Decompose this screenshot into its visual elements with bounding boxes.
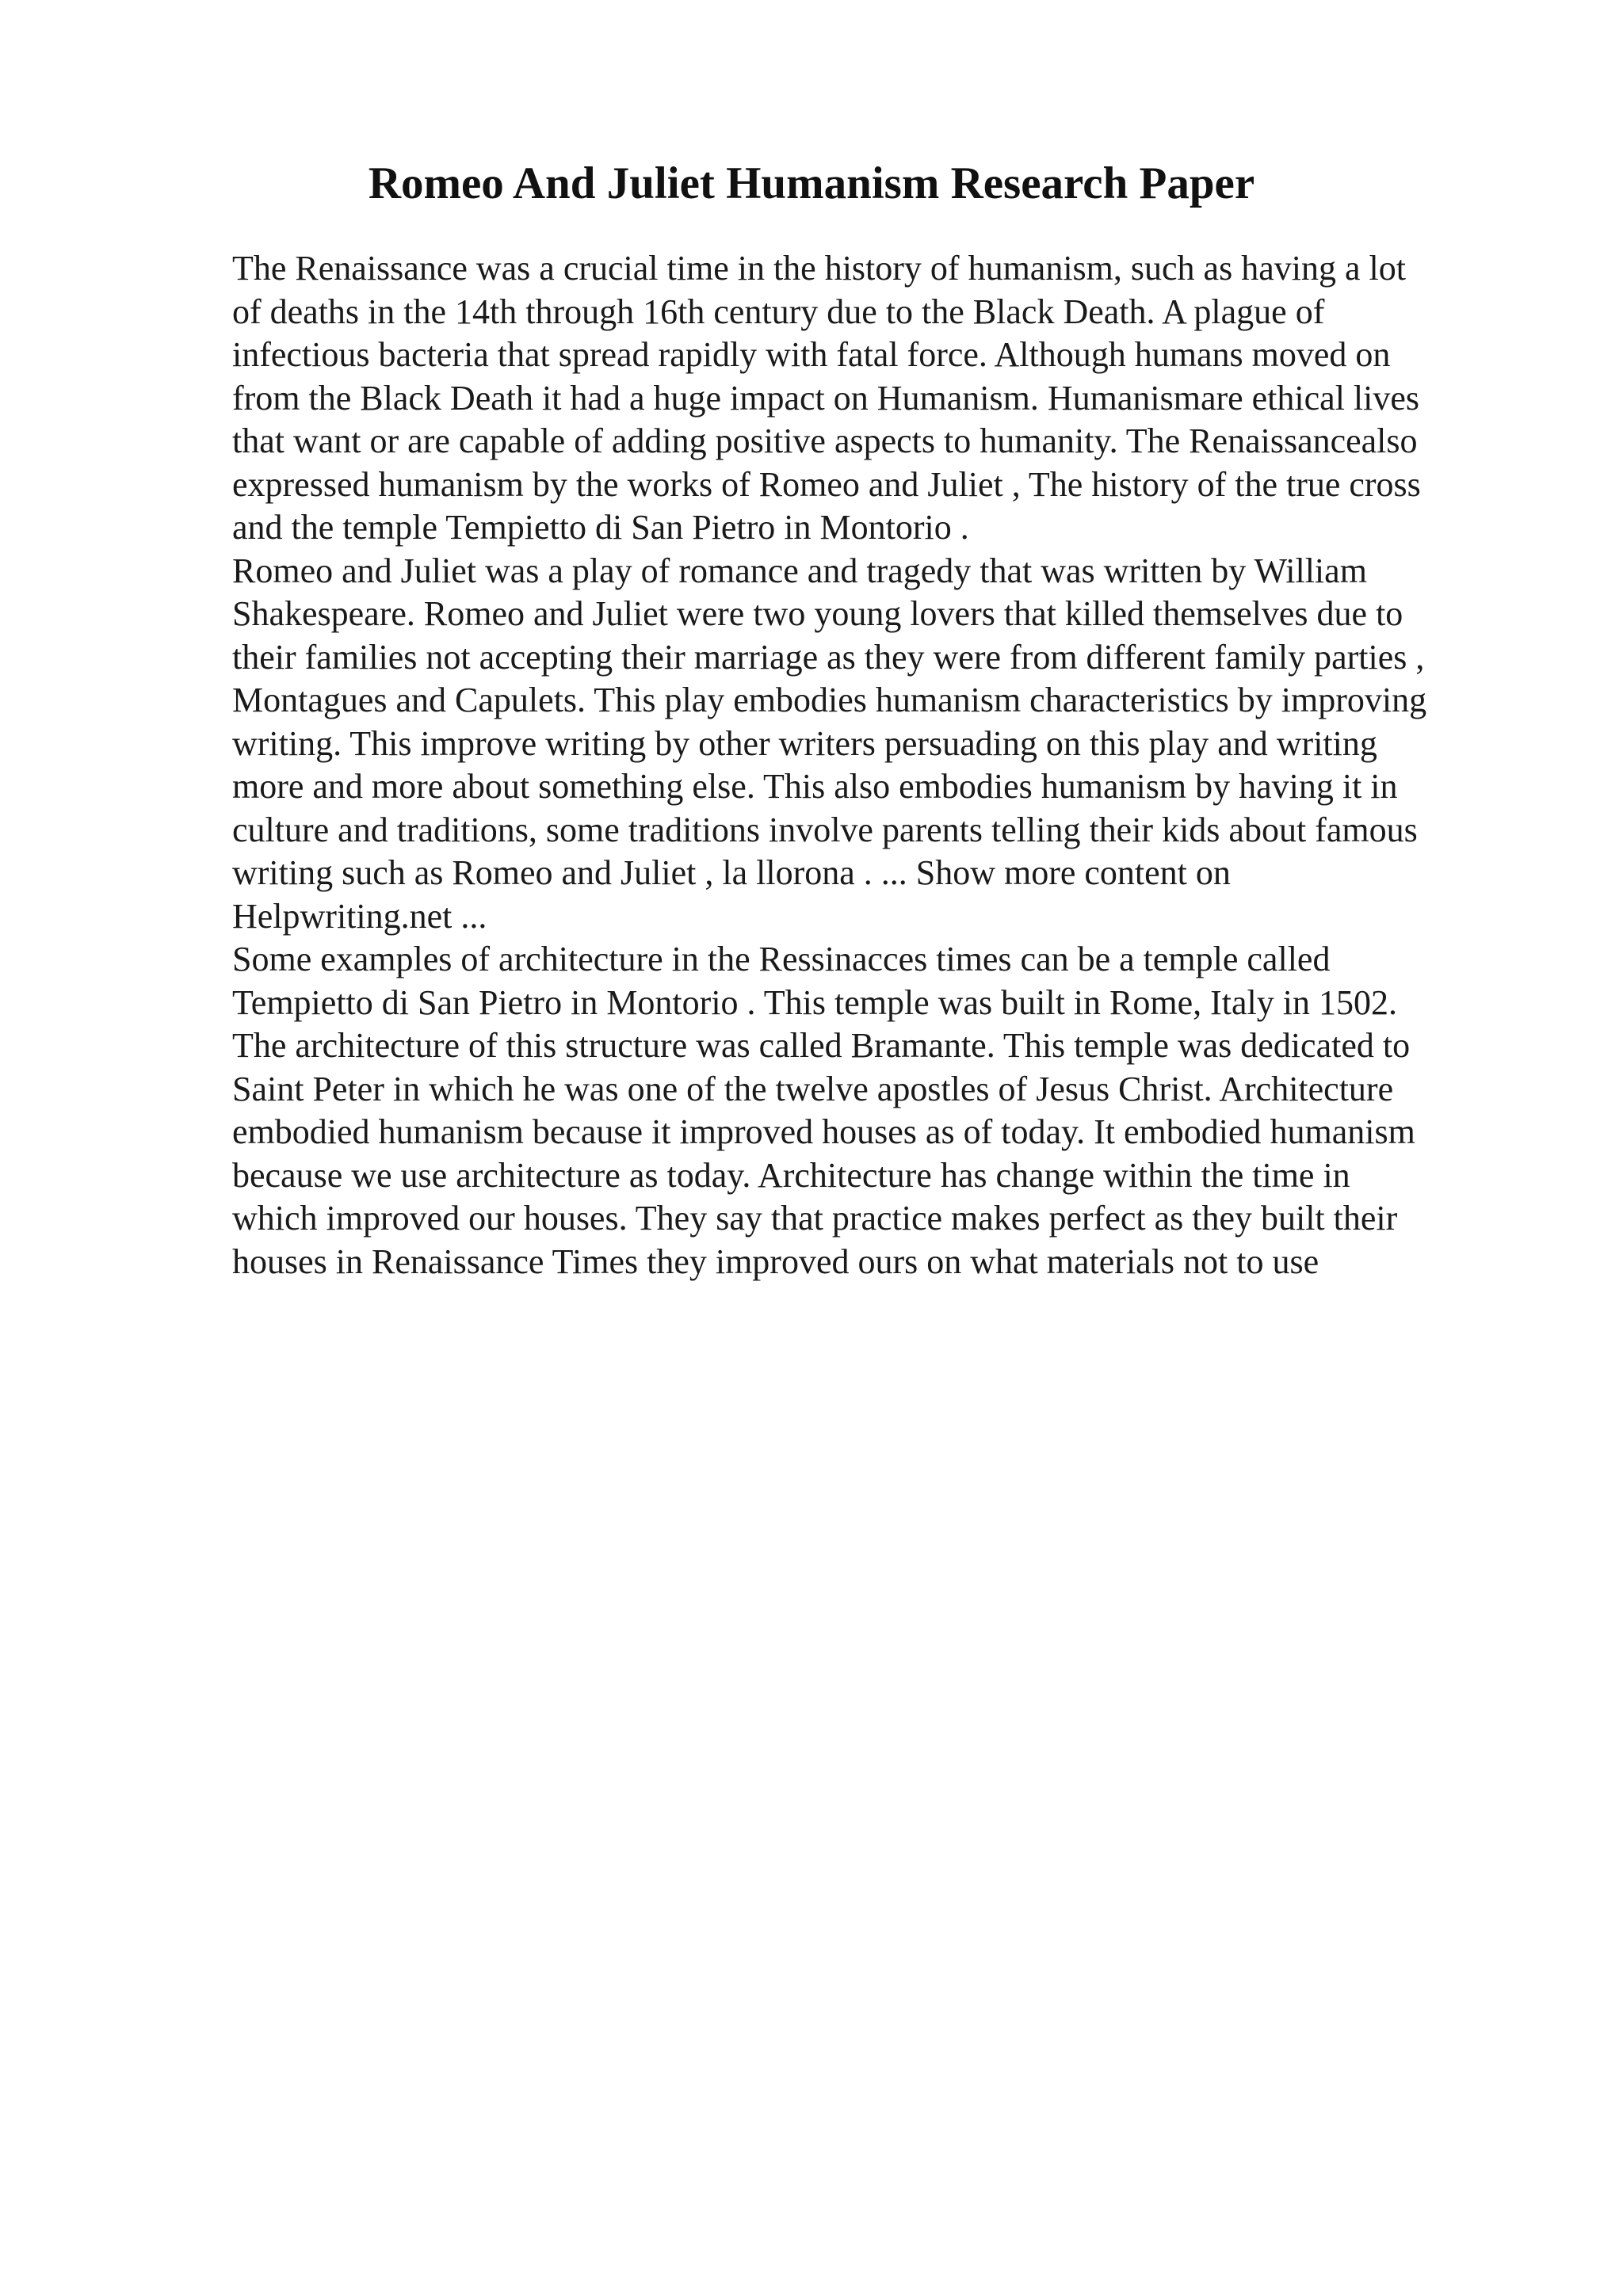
body-line: their families not accepting their marriage as they were from different family parties ,: [232, 637, 1425, 677]
body-line: Tempietto di San Pietro in Montorio . This temple was built in Rome, Italy in 1502.: [232, 982, 1397, 1022]
body-line: Montagues and Capulets. This play embodies humanism characteristics by improving: [232, 681, 1427, 719]
body-line: of deaths in the 14th through 16th century due to the Black Death. A plague of: [232, 292, 1325, 331]
document-body: [232, 247, 1532, 1283]
body-line: Saint Peter in which he was one of the twelve apostles of Jesus Christ. Architecture: [232, 1069, 1394, 1108]
body-line: infectious bacteria that spread rapidly with fatal force. Although humans moved on: [232, 335, 1391, 374]
body-line: Shakespeare. Romeo and Juliet were two young lovers that killed themselves due to: [232, 594, 1403, 633]
body-line: from the Black Death it had a huge impact on Humanism. Humanismare ethical lives: [232, 378, 1420, 418]
body-line: writing such as Romeo and Juliet , la llorona . ... Show more content on: [232, 853, 1231, 892]
body-line: that want or are capable of adding positive aspects to humanity. The Renaissancealso: [232, 421, 1418, 460]
body-line: expressed humanism by the works of Romeo and Juliet , The history of the true cross: [232, 464, 1421, 504]
body-line: The architecture of this structure was called Bramante. This temple was dedicated to: [232, 1026, 1411, 1065]
body-line: The Renaissance was a crucial time in the history of humanism, such as having a lot: [232, 249, 1406, 288]
body-line: because we use architecture as today. Architecture has change within the time in: [232, 1155, 1350, 1195]
body-line: embodied humanism because it improved houses as of today. It embodied humanism: [232, 1112, 1415, 1151]
body-line: and the temple Tempietto di San Pietro in Montorio .: [232, 508, 969, 547]
body-line: Some examples of architecture in the Ressinacces times can be a temple called: [232, 940, 1331, 978]
document-title: Romeo And Juliet Humanism Research Paper: [368, 158, 1255, 208]
body-line: writing. This improve writing by other writers persuading on this play and writing: [232, 723, 1377, 763]
body-line: culture and traditions, some traditions involve parents telling their kids about famous: [232, 810, 1418, 849]
body-line: more and more about something else. This also embodies humanism by having it in: [232, 767, 1398, 806]
body-line: Romeo and Juliet was a play of romance and tragedy that was written by William: [232, 551, 1367, 590]
body-line: which improved our houses. They say that practice makes perfect as they built their: [232, 1199, 1398, 1238]
body-line: Helpwriting.net ...: [232, 896, 487, 936]
body-line: houses in Renaissance Times they improved ours on what materials not to use: [232, 1241, 1319, 1281]
